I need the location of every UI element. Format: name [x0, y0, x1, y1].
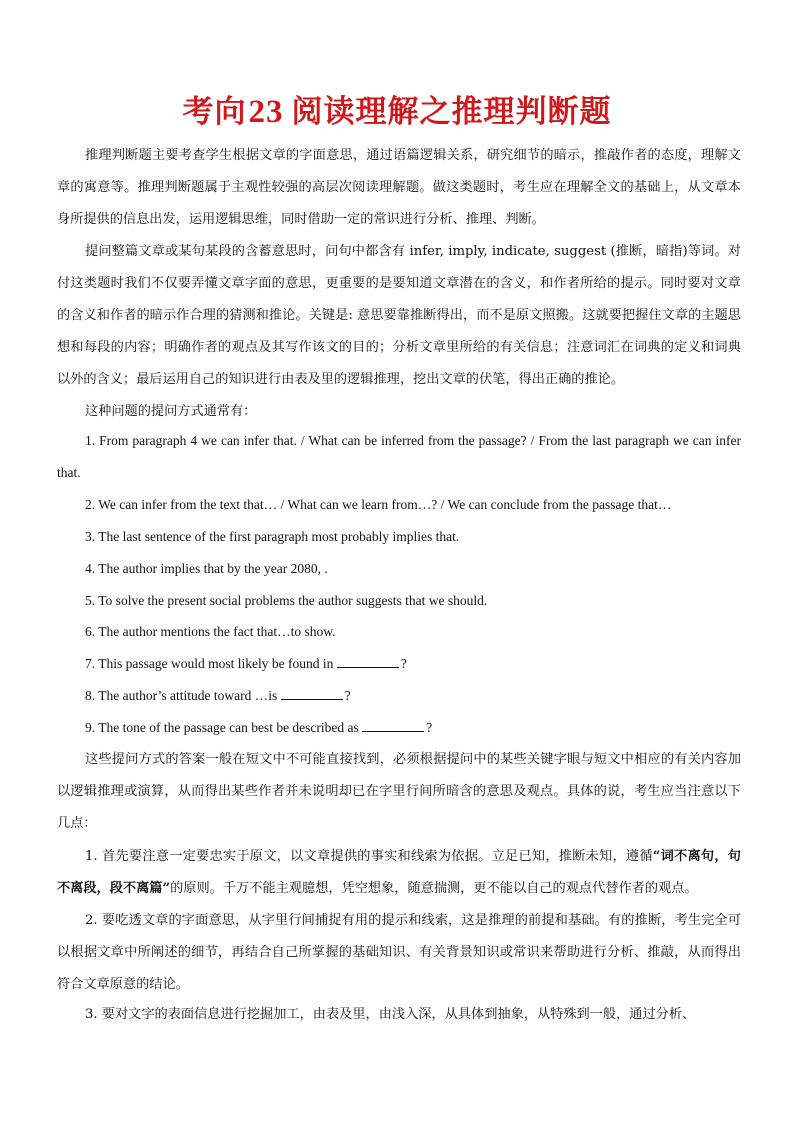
page-title: [0, 86, 794, 131]
question-item-9: [57, 712, 741, 744]
point-1-emphasis: “词不离句，句不离段，段不离篇”: [57, 849, 741, 896]
question-7-text: 7. This passage would most likely be found in: [85, 656, 334, 671]
question-8-text: 8. The author’s attitude toward …is: [85, 688, 278, 703]
point-1-text-b: 的原则。千万不能主观臆想，凭空想象，随意揣测，更不能以自己的观点代替作者的观点。: [170, 881, 698, 896]
answer-blank: [281, 687, 343, 700]
point-2: 2. 要吃透文章的字面意思，从字里行间捕捉有用的提示和线索，这是推理的前提和基础。有的推断，考生完全可以根据文章中所阐述的细节，再结合自己所掌握的基础知识、有关背景知识或常识来帮助进行分析、推敲，从而得出符合文章原意的结论。: [57, 913, 741, 992]
question-item-1: 1. From paragraph 4 we can infer that. / What can be inferred from the passage? / From the last paragraph we can infer that.: [57, 433, 741, 480]
title-prefix: 考向: [182, 94, 247, 130]
point-3: 3. 要对文字的表面信息进行挖掘加工，由表及里，由浅入深，从具体到抽象，从特殊到一般，通过分析、: [85, 1007, 696, 1022]
title-rest: 阅读理解之推理判断题: [291, 94, 612, 130]
point-1: [57, 841, 741, 905]
question-mark: ?: [344, 688, 351, 703]
implied-meaning-paragraph: 提问整篇文章或某句某段的含蓄意思时，问句中都含有 infer, imply, indicate, suggest (推断，暗指)等词。对付这类题时我们不仅要弄懂文章字面的意思，更重要的是要知道文章潜在的含义，和作者所给的提示。同时要对文章的含义和作者的暗示作合理的猜测和推论。关键是: 意思要靠推断得出，而不是原文照搬。这就要把握住文章的主题思想和每段的内容；明确作者的观点及其写作该文的目的；分析文章里所给的有关信息；注意词汇在词典的定义和词典以外的含义；最后运用自己的知识进行由表及里的逻辑推理，挖出文章的伏笔，得出正确的推论。: [57, 244, 741, 387]
answer-blank: [362, 719, 424, 732]
question-ways-intro: 这种问题的提问方式通常有：: [85, 404, 257, 419]
question-item-6: 6. The author mentions the fact that…to show.: [85, 624, 336, 639]
point-1-text-a: 1. 首先要注意一定要忠实于原文，以文章提供的事实和线索为依据。立足已知，推断未知，遵循: [85, 849, 653, 864]
question-item-5: 5. To solve the present social problems the author suggests that we should.: [85, 593, 488, 608]
answer-blank: [337, 655, 399, 668]
question-mark: ?: [426, 720, 433, 735]
intro-paragraph: 推理判断题主要考查学生根据文章的字面意思，通过语篇逻辑关系，研究细节的暗示，推敲作者的态度，理解文章的寓意等。推理判断题属于主观性较强的高层次阅读理解题。做这类题时，考生应在理解全文的基础上，从文章本身所提供的信息出发，运用逻辑思维，同时借助一定的常识进行分析、推理、判断。: [57, 148, 741, 227]
question-item-8: [57, 680, 741, 712]
answer-strategy-paragraph: 这些提问方式的答案一般在短文中不可能直接找到，必须根据提问中的某些关键字眼与短文中相应的有关内容加以逻辑推理或演算，从而得出某些作者并未说明却已在字里行间所暗含的意思及观点。具体的说，考生应当注意以下几点：: [57, 752, 741, 831]
question-9-text: 9. The tone of the passage can best be described as: [85, 720, 359, 735]
title-number: 23: [248, 94, 284, 130]
question-item-2: 2. We can infer from the text that… / What can we learn from…? / We can conclude from the passage that…: [85, 497, 672, 512]
question-mark: ?: [400, 656, 407, 671]
question-item-4: 4. The author implies that by the year 2080, .: [85, 561, 328, 576]
question-item-3: 3. The last sentence of the first paragraph most probably implies that.: [85, 529, 460, 544]
question-item-7: [57, 648, 741, 680]
